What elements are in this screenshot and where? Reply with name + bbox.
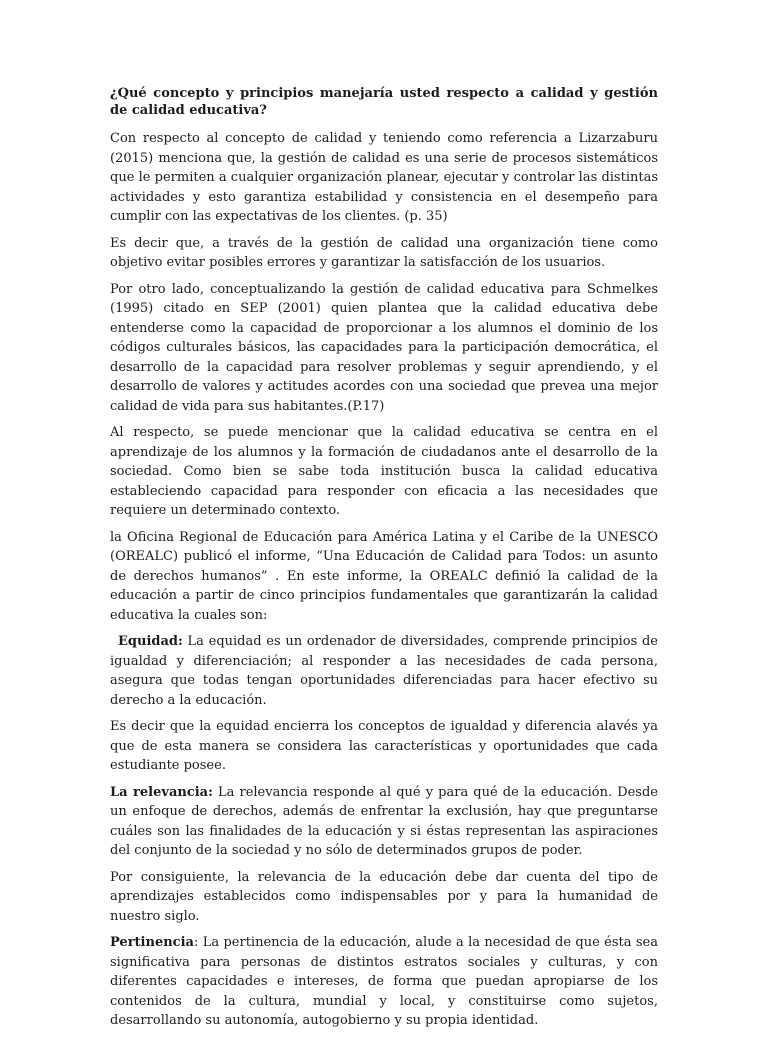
principle-pertinencia-text: : La pertinencia de la educación, alude a la necesidad de que ésta sea significativa para personas de distintos estratos sociales y culturas, y con diferentes capacidades e intereses, de forma que puedan apropiarse de los contenidos de la cultura, mundial y local, y constituirse como sujetos, desarrollando su autonomía, autogobierno y su propia identidad. bbox=[110, 935, 658, 1028]
principle-pertinencia-term: Pertinencia bbox=[110, 935, 194, 950]
principle-equidad-term: Equidad: bbox=[118, 634, 183, 649]
principle-pertinencia bbox=[110, 933, 658, 1031]
principle-relevancia-text: La relevancia responde al qué y para qué de la educación. Desde un enfoque de derechos, además de enfrentar la exclusión, hay que preguntarse cuáles son las finalidades de la educación y si éstas representan las aspiraciones del conjunto de la sociedad y no sólo de determinados grupos de poder. bbox=[110, 784, 658, 858]
paragraph-orealc-report: la Oficina Regional de Educación para América Latina y el Caribe de la UNESCO (OREALC) publicó el informe, “Una Educación de Calidad para Todos: un asunto de derechos humanos” . En este informe, la OREALC definió la calidad de la educación a partir de cinco principios fundamentales que garantizarán la calidad educativa la cuales son: bbox=[110, 529, 658, 623]
question-heading: ¿Qué concepto y principios manejaría usted respecto a calidad y gestión de calidad educativa? bbox=[110, 86, 658, 118]
principle-equidad-text: La equidad es un ordenador de diversidades, comprende principios de igualdad y diferenciación; al responder a las necesidades de cada persona, asegura que todas tengan oportunidades diferenciadas para hacer efectivo su derecho a la educación. bbox=[110, 634, 658, 708]
paragraph-quality-concept: Con respecto al concepto de calidad y teniendo como referencia a Lizarzaburu (2015) menciona que, la gestión de calidad es una serie de procesos sistemáticos que le permiten a cualquier organización planear, ejecutar y controlar las distintas actividades y esto garantiza estabilidad y consistencia en el desempeño para cumplir con las expectativas de los clientes. (p. 35) bbox=[110, 131, 658, 224]
paragraph-learning-focus: Al respecto, se puede mencionar que la calidad educativa se centra en el aprendizaje de los alumnos y la formación de ciudadanos ante el desarrollo de la sociedad. Como bien se sabe toda institución busca la calidad educativa estableciendo capacidad para responder con eficacia a las necesidades que requiere un determinado contexto. bbox=[110, 425, 658, 518]
paragraph-quality-objective: Es decir que, a través de la gestión de calidad una organización tiene como objetivo evitar posibles errores y garantizar la satisfacción de los usuarios. bbox=[110, 235, 658, 270]
principle-relevancia-term: La relevancia: bbox=[110, 784, 213, 800]
paragraph-equidad-explanation: Es decir que la equidad encierra los conceptos de igualdad y diferencia alavés ya que de esta manera se considera las características y oportunidades que cada estudiante posee. bbox=[110, 719, 658, 773]
principle-equidad bbox=[110, 632, 658, 710]
principle-relevancia bbox=[110, 783, 658, 861]
paragraph-relevancia-explanation: Por consiguiente, la relevancia de la educación debe dar cuenta del tipo de aprendizajes establecidos como indispensables por y para la humanidad de nuestro siglo. bbox=[110, 869, 658, 924]
document-page bbox=[110, 85, 658, 1038]
paragraph-educational-quality: Por otro lado, conceptualizando la gestión de calidad educativa para Schmelkes (1995) citado en SEP (2001) quien plantea que la calidad educativa debe entenderse como la capacidad de proporcionar a los alumnos el dominio de los códigos culturales básicos, las capacidades para la participación democrática, el desarrollo de la capacidad para resolver problemas y seguir aprendiendo, y el desarrollo de valores y actitudes acordes con una sociedad que prevea una mejor calidad de vida para sus habitantes.(P.17) bbox=[110, 281, 658, 414]
